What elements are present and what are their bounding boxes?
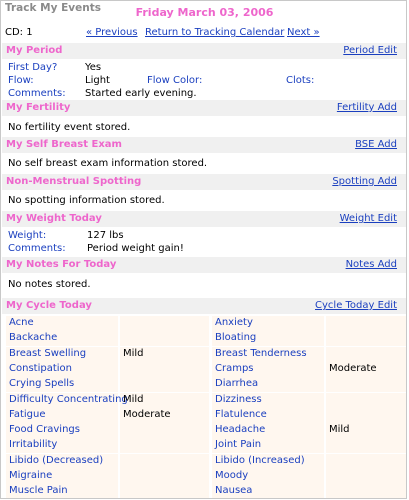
cycle-symptom-name: Food Cravings: [9, 424, 80, 436]
period-comments-label: Comments:: [8, 88, 66, 99]
cycle-symptom-name: Migraine: [9, 470, 53, 481]
cycle-section-header: [2, 298, 406, 314]
date-title: Friday March 03, 2006: [135, 6, 274, 19]
bse-section-title: My Self Breast Exam: [6, 139, 122, 150]
cycle-value-cell: [326, 377, 406, 392]
cycle-section-title: My Cycle Today: [6, 300, 92, 311]
spotting-section-title: Non-Menstrual Spotting: [6, 176, 142, 187]
bse-message: No self breast exam information stored.: [8, 158, 208, 169]
bse-section-header: [2, 137, 406, 153]
cycle-value-cell: [120, 331, 209, 346]
cycle-symptom-name: Diarrhea: [215, 378, 259, 390]
cycle-symptom-name: Crying Spells: [9, 378, 75, 390]
cycle-symptom-name: Bloating: [215, 332, 257, 344]
cycle-value-cell: [120, 316, 209, 331]
cycle-symptom-name: Headache: [215, 424, 266, 436]
cycle-value-cell: [326, 347, 406, 362]
cycle-value-cell: [326, 438, 406, 453]
cycle-value-cell: [120, 438, 209, 453]
cycle-symptom-name: Nausea: [215, 485, 253, 497]
notes-add-link[interactable]: Notes Add: [345, 259, 397, 270]
cycle-symptom-name: Libido (Increased): [215, 454, 305, 466]
flow-label: Flow:: [8, 75, 34, 86]
previous-link[interactable]: « Previous: [86, 27, 138, 38]
cycle-value-cell: [120, 423, 209, 438]
cycle-value-cell: [120, 377, 209, 392]
cycle-day-label: CD: 1: [5, 27, 33, 38]
fertility-section-title: My Fertility: [6, 102, 71, 113]
first-day-value: Yes: [85, 62, 102, 73]
cycle-value-cell: [326, 316, 406, 331]
cycle-value-cell: [120, 362, 209, 377]
next-link[interactable]: Next »: [287, 27, 320, 38]
period-edit-link[interactable]: Period Edit: [343, 45, 397, 56]
cycle-symptom-name: Cramps: [215, 362, 254, 374]
cycle-value-cell: [326, 484, 406, 499]
cycle-value-cell: [326, 469, 406, 484]
fertility-add-link[interactable]: Fertility Add: [336, 102, 397, 113]
weight-label: Weight:: [8, 230, 47, 241]
fertility-section-header: [2, 100, 406, 116]
weight-section-header: [2, 211, 406, 227]
flow-color-label: Flow Color:: [147, 75, 203, 86]
cycle-value-cell: [120, 454, 209, 469]
cycle-value-cell: [120, 484, 209, 499]
weight-comments-label: Comments:: [8, 243, 66, 254]
cycle-symptom-name: Joint Pain: [215, 439, 262, 451]
return-to-calendar-link[interactable]: Return to Tracking Calendar: [145, 27, 285, 38]
period-comments-value: Started early evening.: [85, 88, 197, 99]
cycle-symptom-severity: Moderate: [329, 362, 377, 374]
spotting-section-header: [2, 174, 406, 190]
cycle-symptom-name: Libido (Decreased): [9, 454, 104, 466]
spotting-message: No spotting information stored.: [8, 195, 165, 206]
cycle-symptom-name: Breast Tenderness: [215, 347, 307, 359]
cycle-symptom-name: Fatigue: [9, 408, 46, 420]
cycle-symptom-name: Backache: [9, 332, 58, 344]
notes-section-header: [2, 257, 406, 273]
weight-value: 127 lbs: [87, 230, 124, 241]
cycle-symptom-name: Breast Swelling: [9, 347, 87, 359]
cycle-value-cell: [120, 469, 209, 484]
cycle-symptom-name: Difficulty Concentrating: [9, 393, 128, 405]
notes-section-title: My Notes For Today: [6, 259, 117, 270]
cycle-symptom-name: Irritability: [9, 439, 58, 451]
notes-message: No notes stored.: [8, 279, 91, 290]
cycle-value-cell: [326, 408, 406, 423]
spotting-add-link[interactable]: Spotting Add: [332, 176, 397, 187]
cycle-symptom-severity: Mild: [329, 424, 350, 436]
cycle-symptom-name: Acne: [9, 317, 34, 328]
cycle-symptom-severity: Moderate: [123, 408, 171, 420]
cycle-value-cell: [326, 331, 406, 346]
cycle-symptom-name: Anxiety: [215, 317, 253, 328]
cycle-symptom-name: Flatulence: [215, 408, 267, 420]
period-section-header: [2, 43, 406, 59]
cycle-symptom-name: Dizziness: [215, 393, 262, 405]
flow-value: Light: [85, 75, 110, 86]
cycle-symptom-severity: Mild: [123, 347, 144, 359]
weight-section-title: My Weight Today: [6, 213, 102, 224]
cycle-symptom-name: Muscle Pain: [9, 485, 68, 497]
cycle-symptom-name: Moody: [215, 470, 249, 481]
navigation-row: [1, 27, 407, 41]
cycle-value-cell: [326, 393, 406, 408]
cycle-symptom-severity: Mild: [123, 393, 144, 405]
clots-label: Clots:: [286, 75, 315, 86]
cycle-symptom-name: Constipation: [9, 362, 72, 374]
weight-comments-value: Period weight gain!: [87, 243, 184, 254]
bse-add-link[interactable]: BSE Add: [355, 139, 397, 150]
first-day-label: First Day?: [8, 62, 58, 73]
fertility-message: No fertility event stored.: [8, 122, 131, 133]
app-title: Track My Events: [5, 2, 101, 14]
weight-edit-link[interactable]: Weight Edit: [339, 213, 397, 224]
cycle-value-cell: [326, 454, 406, 469]
cycle-today-edit-link[interactable]: Cycle Today Edit: [315, 300, 397, 311]
period-section-title: My Period: [6, 45, 63, 56]
